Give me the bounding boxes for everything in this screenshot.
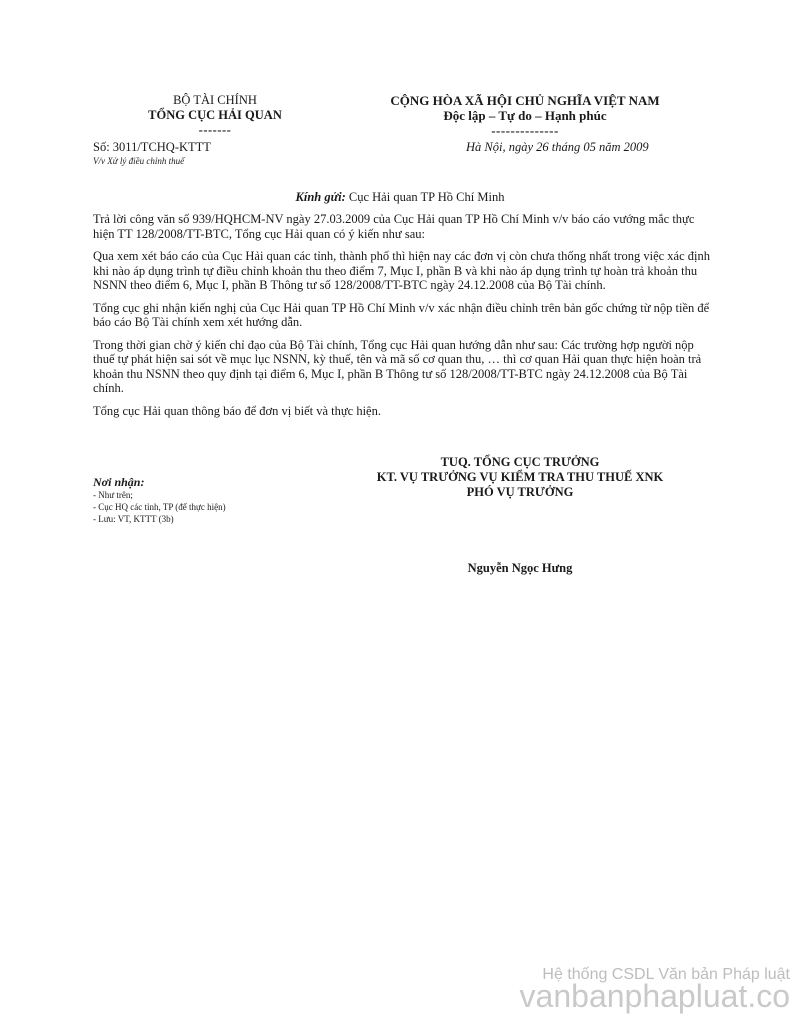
issuer-block <box>90 93 340 138</box>
body-paragraph: Tổng cục ghi nhận kiến nghị của Cục Hải quan TP Hồ Chí Minh v/v xác nhận điều chỉnh trên bản gốc chứng từ nộp tiền để báo cáo Bộ Tài chính xem xét hướng dẫn. <box>93 300 710 329</box>
ministry-name: BỘ TÀI CHÍNH <box>173 93 257 107</box>
national-title-block <box>340 93 710 138</box>
watermark-site: vanbanphapluat.co <box>519 978 790 1014</box>
body-paragraph: Trong thời gian chờ ý kiến chỉ đạo của Bộ Tài chính, Tổng cục Hải quan hướng dẫn như sau: Các trường hợp người nộp thuế tự phát hiện sai sót về mục lục NSNN, kỳ thuế, tên và mã số cơ quan thu, … thì cơ quan Hải quan thực hiện hoàn trả khoản thu NSNN theo quy định tại điểm 6, Mục I, phần B Thông tư số 128/2008/TT-BTC ngày 24.12.2008 của Bộ Tài chính. <box>93 337 702 395</box>
department-name: TỔNG CỤC HẢI QUAN <box>148 108 282 122</box>
greeting <box>0 190 800 205</box>
body-paragraph: Tổng cục Hải quan thông báo để đơn vị biết và thực hiện. <box>93 403 381 418</box>
body-paragraph: Qua xem xét báo cáo của Cục Hải quan các tỉnh, thành phố thì hiện nay các đơn vị còn chưa thống nhất trong việc xác định khi nào áp dụng trình tự điều chỉnh khoản thu theo điểm 7, Mục I, phần B và khi nào áp dụng trình tự hoàn trả khoản thu NSNN theo điểm 6, Mục I, phần B Thông tư số 128/2008/TT-BTC ngày 24.12.2008 của Bộ Tài chính. <box>93 249 711 292</box>
document-body <box>93 212 713 426</box>
greeting-recipient: Cục Hải quan TP Hồ Chí Minh <box>345 190 505 204</box>
document-subject: V/v Xử lý điều chỉnh thuế <box>93 156 185 166</box>
signer-name: Nguyễn Ngọc Hưng <box>467 561 573 575</box>
recipients-block <box>93 475 313 525</box>
document-number: Số: 3011/TCHQ-KTTT <box>93 140 211 154</box>
body-paragraph: Trả lời công văn số 939/HQHCM-NV ngày 27.03.2009 của Cục Hải quan TP Hồ Chí Minh v/v báo cáo vướng mắc thực hiện TT 128/2008/TT-BTC, Tổng cục Hải quan có ý kiến như sau: <box>93 212 695 241</box>
recipient-item: - Như trên; <box>93 490 133 500</box>
recipients-title: Nơi nhận: <box>93 475 145 489</box>
document-date: Hà Nội, ngày 26 tháng 05 năm 2009 <box>466 140 649 154</box>
signature-line: KT. VỤ TRƯỞNG VỤ KIỂM TRA THU THUẾ XNK <box>376 470 664 484</box>
watermark-caption: Hệ thống CSDL Văn bản Pháp luật <box>542 966 790 983</box>
signature-line: PHÓ VỤ TRƯỞNG <box>466 485 574 499</box>
signature-block <box>330 455 710 500</box>
recipient-item: - Cục HQ các tỉnh, TP (để thực hiện) <box>93 502 226 512</box>
country-name: CỘNG HÒA XÃ HỘI CHỦ NGHĨA VIỆT NAM <box>390 93 660 108</box>
signature-line: TUQ. TỔNG CỤC TRƯỞNG <box>440 455 600 469</box>
issuer-divider: ------- <box>198 123 232 137</box>
motto-divider: -------------- <box>491 123 559 138</box>
national-motto: Độc lập – Tự do – Hạnh phúc <box>443 108 607 123</box>
recipient-item: - Lưu: VT, KTTT (3b) <box>93 514 174 524</box>
greeting-label: Kính gửi: <box>295 190 346 204</box>
